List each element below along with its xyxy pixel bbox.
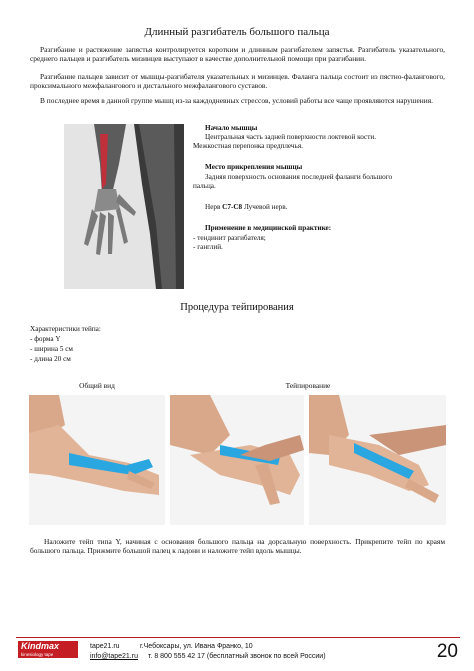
photo-taping-step-2: [309, 395, 446, 525]
taping-step-1-photo: [170, 395, 304, 525]
spec-width: - ширина 5 см: [30, 345, 73, 353]
origin-heading: Начало мышцы: [205, 124, 258, 132]
page-number: 20: [436, 641, 458, 662]
logo-subtext: kinesiology tape: [21, 652, 54, 657]
footer-email-link[interactable]: info@tape21.ru: [90, 653, 138, 660]
photo-general-view: [29, 395, 165, 525]
taping-instructions: Наложите тейп типа Y, начиная с основания большого пальца на дорсальную поверхность. Прикрепите тейп по краям большого пальца. Прижмите большой палец к ладони и наложите тейп вдоль мышцы.: [30, 537, 445, 555]
nerve-prefix: Нерв: [205, 203, 223, 211]
intro-paragraph-3: В последнее время в данной группе мышц из-за каждодневных стрессов, условий работы все чаще проявляются нарушения.: [40, 96, 433, 105]
practice-item-2: - ганглий.: [193, 243, 223, 251]
procedure-title: Процедура тейпирования: [180, 302, 294, 313]
footer-site-link[interactable]: tape21.ru: [90, 643, 120, 650]
practice-heading: Применение в медицинской практике:: [205, 224, 332, 232]
photo-taping-step-1: [170, 395, 304, 525]
nerve-line: [205, 203, 287, 212]
logo-text: Kindmax: [21, 641, 60, 651]
footer-phone: т. 8 800 555 42 17 (бесплатный звонок по всей России): [148, 653, 326, 660]
taping-step-2-photo: [309, 395, 446, 525]
practice-item-1: - тендинит разгибателя;: [193, 234, 266, 242]
spec-length: - длина 20 см: [30, 355, 71, 363]
nerve-code: С7-С8: [222, 203, 243, 211]
insertion-heading: Место прикрепления мышцы: [205, 163, 303, 171]
nerve-suffix: Лучевой нерв.: [242, 203, 288, 211]
footer-address: г.Чебоксары, ул. Ивана Франко, 10: [140, 643, 253, 650]
footer-divider: [16, 637, 460, 638]
caption-general-view: Общий вид: [79, 381, 115, 390]
caption-taping: Тейпирование: [285, 381, 331, 390]
intro-paragraph-2: Разгибание пальцев зависит от мышцы-разгибателя указательных и мизинцев. Фаланга пальца состоит из пястно-фалангового, проксимального межфалангового и дистального межфалангового суставов.: [30, 72, 445, 90]
page-title: Длинный разгибатель большого пальца: [144, 26, 330, 38]
specs-heading: Характеристики тейпа:: [30, 325, 101, 333]
origin-text: Центральная часть задней поверхности локтевой кости. Межкостная перепонка предплечья.: [193, 133, 377, 150]
insertion-text: Задняя поверхность основания последней фаланги большого пальца.: [193, 173, 393, 190]
arm-with-tape-photo: [29, 395, 165, 525]
arm-muscle-drawing: [64, 124, 184, 289]
kindmax-logo: [18, 641, 78, 658]
anatomy-illustration: [64, 124, 184, 289]
spec-shape: - форма Y: [30, 335, 61, 343]
intro-paragraph-1: Разгибание и растяжение запястья контролируется коротким и длинным разгибателем запястья. Разгибатель указательного, среднего пальцев и разгибатель мизинцев выступают в качестве дополнительной помощи при разгибании.: [30, 45, 445, 63]
